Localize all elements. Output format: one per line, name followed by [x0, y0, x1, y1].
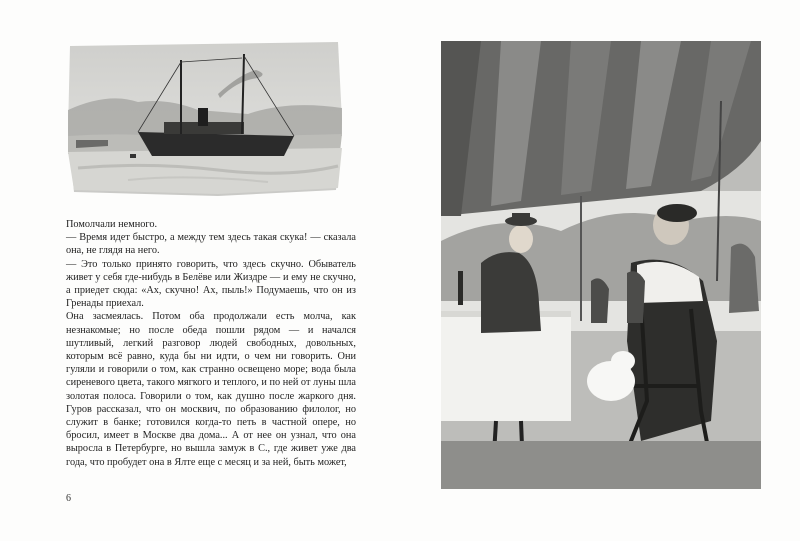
page-number: 6	[66, 493, 71, 504]
story-text	[66, 218, 356, 469]
paragraph: Помолчали немного.	[66, 219, 158, 230]
steamship-illustration	[68, 40, 344, 200]
paragraph: Она засмеялась. Потом оба продолжали есть молча, как незнакомые; но после обеда пошли рядом — и начался шутливый, легкий разговор людей свободных, довольных, которым всё равно, куда бы ни идти, о чем ни говорить. Они гуляли и говорили о том, как странно освещено море; вода была сиреневого цвета, такого мягкого и теплого, и по ней от луны шла золотая полоса. Говорили о том, как душно после жаркого дня. Гуров рассказал, что он москвич, по образованию филолог, но служит в банке; готовился когда-то петь в частной опере, но бросил, имеет в Москве два дома... А от нее он узнал, что она выросла в Петербурге, но вышла замуж в С., где живет уже два года, что пробудет она в Ялте еще с месяц и за ней, быть может,	[66, 311, 356, 468]
right-page	[400, 0, 800, 541]
paragraph: — Это только принято говорить, что здесь скучно. Обыватель живет у себя где-нибудь в Белёве или Жиздре — и ему не скучно, а приедет сюда: «Ах, скучно! Ах, пыль!» Подумаешь, что он из Гренады приехал.	[66, 258, 356, 310]
cafe-scene-illustration	[441, 41, 761, 489]
paragraph: — Время идет быстро, а между тем здесь такая скука! — сказала она, не глядя на него.	[66, 232, 356, 257]
